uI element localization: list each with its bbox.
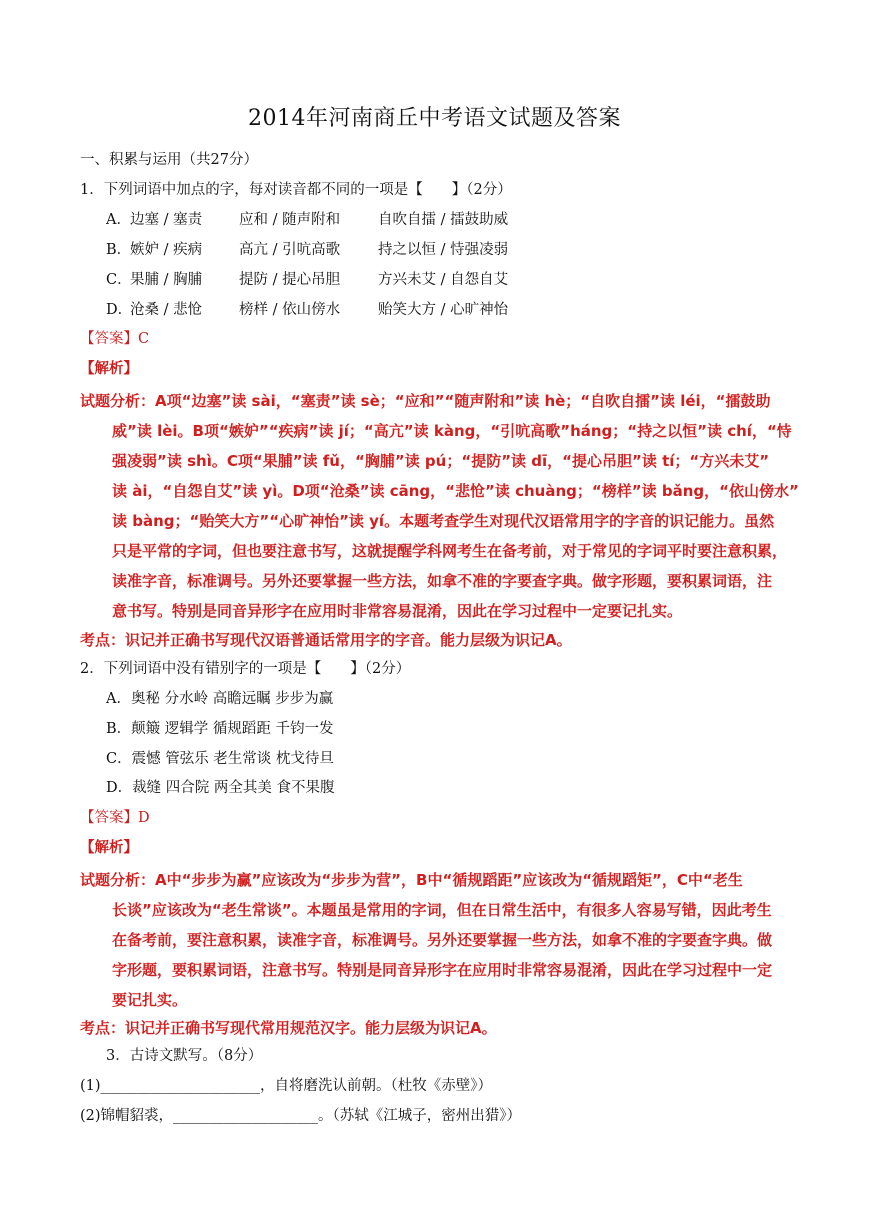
q2-analysis [80, 865, 810, 1015]
option-word-1: 边塞 / 塞责 [130, 212, 203, 228]
analysis-line: 读 ài，“自怨自艾”读 yì。D项“沧桑”读 cāng，“悲怆”读 chuàng；“榜样”读 bǎng，“依山傍水” [112, 482, 799, 500]
analysis-line: 在备考前，要注意积累，读准字音，标准调号。另外还要掌握一些方法，如拿不准的字要查字典。做 [112, 931, 773, 949]
analysis-line: 试题分析：A中“步步为赢”应该改为“步步为营”，B中“循规蹈距”应该改为“循规蹈矩”，C中“老生 [80, 871, 743, 889]
answer-tag: 【答案】 [80, 331, 138, 347]
option-label: C． [106, 272, 132, 288]
q2-option-c: C．震憾 管弦乐 老生常谈 枕戈待旦 [106, 751, 334, 767]
q1-analysis [80, 386, 810, 626]
analysis-line: 威”读 lèi。B项“嫉妒”“疾病”读 jí；“高亢”读 kàng，“引吭高歌”háng；“持之以恒”读 chí，“恃 [112, 422, 792, 440]
analysis-line: 长谈”应该改为“老生常谈”。本题虽是常用的字词，但在日常生活中，有很多人容易写错，因此考生 [112, 901, 772, 919]
q2-option-a: A．奥秘 分水岭 高瞻远瞩 步步为赢 [106, 691, 334, 707]
option-word-2: 高亢 / 引吭高歌 [239, 242, 341, 258]
q1-option-b [106, 240, 806, 260]
option-word-3: 方兴未艾 / 自怨自艾 [378, 272, 509, 288]
question-1-stem: 1．下列词语中加点的字，每对读音都不同的一项是【 】（2分） [80, 182, 512, 198]
answer-value: C [138, 331, 150, 347]
q1-kaodian: 考点：识记并正确书写现代汉语普通话常用字的字音。能力层级为识记A。 [80, 631, 572, 649]
q2-kaodian: 考点：识记并正确书写现代常用规范汉字。能力层级为识记A。 [80, 1019, 497, 1037]
q1-option-a [106, 210, 806, 230]
option-label: A． [106, 212, 131, 228]
option-word-2: 榜样 / 依山傍水 [239, 302, 341, 318]
option-label: D． [106, 302, 133, 318]
document-title: 2014年河南商丘中考语文试题及答案 [248, 106, 621, 131]
analysis-line: 字形题，要积累词语，注意书写。特别是同音异形字在应用时非常容易混淆，因此在学习过程中一定 [112, 961, 773, 979]
q2-option-d: D．裁缝 四合院 两全其美 食不果腹 [106, 780, 335, 796]
option-word-3: 贻笑大方 / 心旷神怡 [378, 302, 509, 318]
option-word-1: 沧桑 / 悲怆 [130, 302, 203, 318]
q2-answer [80, 808, 150, 828]
q3-item-1: (1)______________________，自将磨洗认前朝。（杜牧《赤壁》） [80, 1078, 493, 1094]
q2-analysis-tag: 【解析】 [80, 839, 138, 856]
option-word-2: 提防 / 提心吊胆 [239, 272, 341, 288]
option-word-3: 自吹自擂 / 擂鼓助威 [378, 212, 509, 228]
analysis-line: 意书写。特别是同音异形字在应用时非常容易混淆，因此在学习过程中一定要记扎实。 [112, 602, 683, 620]
analysis-line: 读 bàng；“贻笑大方”“心旷神怡”读 yí。本题考查学生对现代汉语常用字的字音的识记能力。虽然 [112, 512, 775, 530]
analysis-line: 试题分析：A项“边塞”读 sài，“塞责”读 sè；“应和”“随声附和”读 hè；“自吹自擂”读 léi，“擂鼓助 [80, 392, 771, 410]
analysis-line: 只是平常的字词，但也要注意书写，这就提醒学科网考生在备考前，对于常见的字词平时要注意积累， [112, 542, 788, 560]
option-label: B． [106, 242, 132, 258]
question-2-stem: 2．下列词语中没有错别字的一项是【 】（2分） [80, 661, 411, 677]
analysis-line: 读准字音，标准调号。另外还要掌握一些方法，如拿不准的字要查字典。做字形题，要积累词语，注 [112, 572, 773, 590]
option-word-2: 应和 / 随声附和 [239, 212, 341, 228]
question-3-stem: 3．古诗文默写。（8分） [106, 1048, 263, 1064]
q3-item-2: (2)锦帽貂裘，____________________。（苏轼《江城子，密州出猎》） [80, 1108, 522, 1124]
analysis-line: 强凌弱”读 shì。C项“果脯”读 fǔ，“胸脯”读 pú；“提防”读 dī，“提心吊胆”读 tí；“方兴未艾” [112, 452, 770, 470]
q1-answer [80, 329, 149, 349]
option-word-1: 嫉妒 / 疾病 [130, 242, 203, 258]
option-word-3: 持之以恒 / 恃强凌弱 [378, 242, 509, 258]
q1-analysis-tag: 【解析】 [80, 360, 138, 377]
section-heading: 一、积累与运用（共27分） [80, 152, 258, 168]
option-word-1: 果脯 / 胸脯 [130, 272, 203, 288]
analysis-line: 要记扎实。 [112, 991, 188, 1009]
q2-option-b: B．颠簸 逻辑学 循规蹈距 千钧一发 [106, 721, 334, 737]
q1-option-c [106, 270, 806, 290]
q1-option-d [106, 300, 806, 320]
answer-tag: 【答案】 [80, 810, 138, 826]
answer-value: D [138, 810, 150, 826]
